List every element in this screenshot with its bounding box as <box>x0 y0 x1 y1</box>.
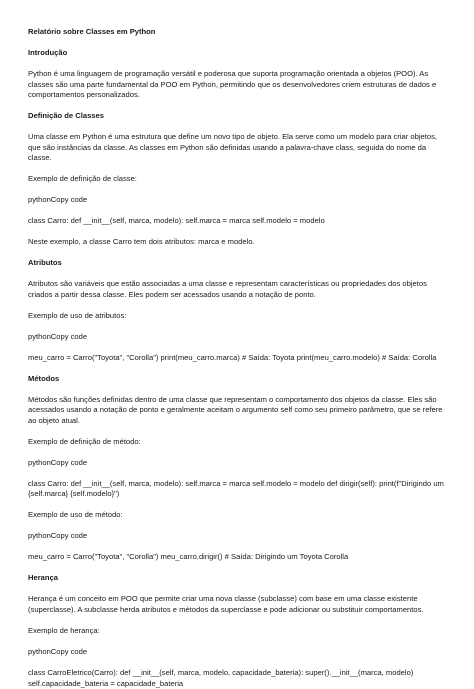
code-label: pythonCopy code <box>28 531 88 541</box>
code-label: pythonCopy code <box>28 646 88 656</box>
example-label-uso-metodo: Exemplo de uso de método: <box>28 510 123 520</box>
code-label: pythonCopy code <box>28 331 88 341</box>
example-label-heranca: Exemplo de herança: <box>28 625 100 635</box>
example-label-atributos: Exemplo de uso de atributos: <box>28 310 127 320</box>
paragraph-metodos: Métodos são funções definidas dentro de uma classe que representam o comportamento dos objetos da classe. Eles são acessados usando a notação de ponto e geralmente aceitam o argumento self como seu primeiro parâmetro, que se refere ao objeto atual. <box>28 394 443 425</box>
paragraph-definicao-de-classes: Uma classe em Python é uma estrutura que define um novo tipo de objeto. Ela serve como um modelo para criar objetos, que são instâncias da classe. As classes em Python são definidas usando a palavra-chave class, seguida do nome da classe. <box>28 132 438 163</box>
code-snippet-atributos: meu_carro = Carro("Toyota", "Corolla") print(meu_carro.marca) # Saída: Toyota print(meu_carro.modelo) # Saída: Corolla <box>28 352 437 362</box>
paragraph-atributos: Atributos são variáveis que estão associadas a uma classe e representam características ou propriedades dos objetos criados a partir dessa classe. Eles podem ser acessados usando a notação de ponto. <box>28 279 427 299</box>
heading-atributos: Atributos <box>28 258 62 268</box>
code-snippet-uso-metodo: meu_carro = Carro("Toyota", "Corolla") meu_carro.dirigir() # Saída: Dirigindo um Toyota Corolla <box>28 552 349 562</box>
example-label-definicao-classe: Exemplo de definição de classe: <box>28 174 137 184</box>
document-title: Relatório sobre Classes em Python <box>28 27 156 36</box>
heading-definicao-de-classes: Definição de Classes <box>28 111 104 121</box>
heading-introducao: Introdução <box>28 47 68 57</box>
code-snippet-heranca: class CarroEletrico(Carro): def __init__(self, marca, modelo, capacidade_bateria): super().__init__(marca, modelo) self.capacidade_bateria = capacidade_bateria <box>28 667 414 688</box>
paragraph-introducao: Python é uma linguagem de programação versátil e poderosa que suporta programação orientada a objetos (POO). As classes são uma parte fundamental da POO em Python, permitindo que os desenvolvedores criem estruturas de dados e comportamentos personalizados. <box>28 68 437 100</box>
heading-metodos: Métodos <box>28 373 60 383</box>
example-label-definicao-metodo: Exemplo de definição de método: <box>28 436 141 446</box>
heading-heranca: Herança <box>28 573 58 583</box>
code-label: pythonCopy code <box>28 195 88 205</box>
code-label: pythonCopy code <box>28 457 88 467</box>
code-snippet-metodo: class Carro: def __init__(self, marca, modelo): self.marca = marca self.modelo = modelo def dirigir(self): print(f"Dirigindo um {self.marca} {self.modelo}") <box>28 478 444 499</box>
paragraph-explicacao-classe: Neste exemplo, a classe Carro tem dois atributos: marca e modelo. <box>28 237 255 247</box>
paragraph-heranca: Herança é um conceito em POO que permite criar uma nova classe (subclasse) com base em uma classe existente (superclasse). A subclasse herda atributos e métodos da superclasse e pode adicionar ou substituir comportamentos. <box>28 594 424 614</box>
code-snippet-classe: class Carro: def __init__(self, marca, modelo): self.marca = marca self.modelo = modelo <box>28 216 325 226</box>
